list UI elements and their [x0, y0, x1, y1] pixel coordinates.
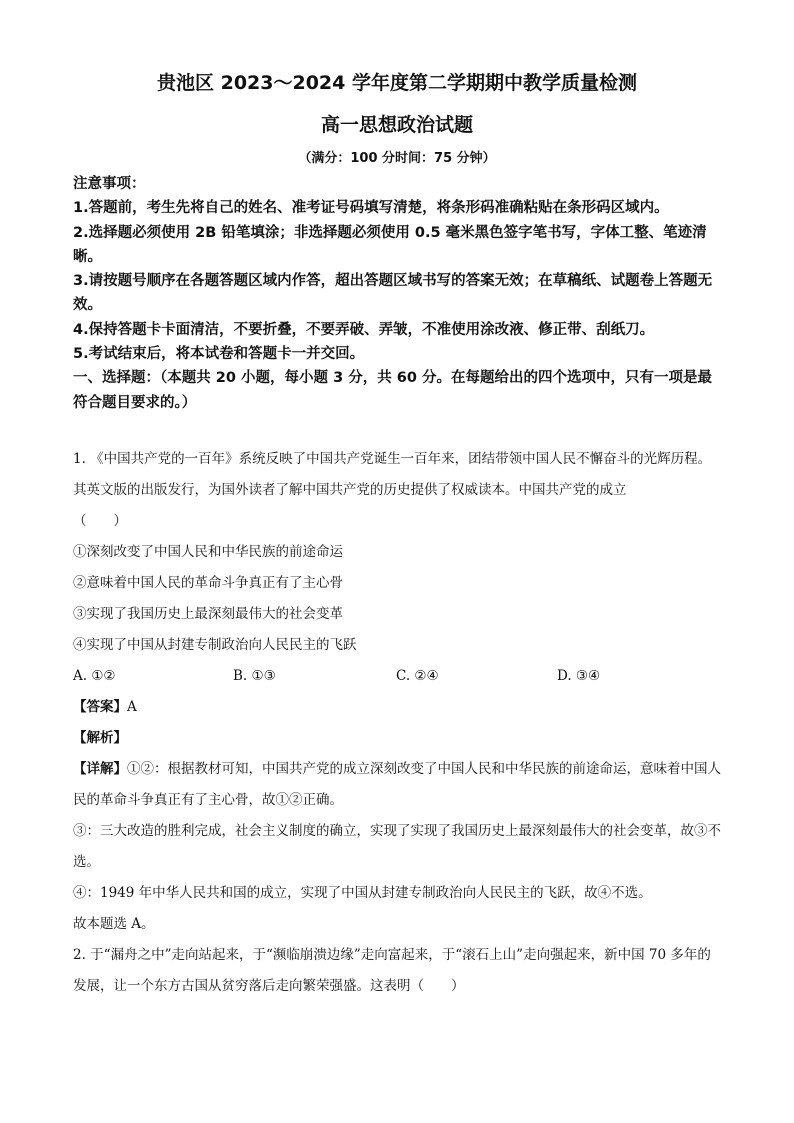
q1-statement-3: ③实现了我国历史上最深刻最伟大的社会变革 — [73, 606, 343, 622]
exam-title: 贵池区 2023～2024 学年度第二学期期中教学质量检测 — [157, 72, 637, 94]
detail-text-1: ①②：根据教材可知，中国共产党的成立深刻改变了中国人民和中华民族的前途命运，意味着中国人民的革命斗争真正有了主心骨，故①②正确。 — [73, 761, 721, 808]
section-heading: 一、选择题：（本题共 20 小题，每小题 3 分，共 60 分。在每题给出的四个选项中，只有一项是最符合题目要求的。） — [73, 370, 712, 411]
q1-statement-2: ②意味着中国人民的革命斗争真正有了主心骨 — [73, 575, 343, 591]
note-item-3: 3.请按题号顺序在各题答题区域内作答，超出答题区域书写的答案无效；在草稿纸、试题卷上答题无效。 — [73, 273, 713, 314]
q1-option-d: D. ③④ — [557, 668, 601, 684]
question-body — [73, 444, 723, 1002]
q1-statement-1: ①深刻改变了中国人民和中华民族的前途命运 — [73, 544, 343, 560]
note-item-1: 1.答题前，考生先将自己的姓名、准考证号码填写清楚，将条形码准确粘贴在条形码区域内。 — [73, 200, 669, 217]
notes-heading: 注意事项： — [73, 176, 146, 192]
notes-section — [73, 172, 721, 415]
q1-options — [73, 661, 723, 692]
q1-detail-3: ④：1949 年中华人民共和国的成立，实现了中国从封建专制政治向人民民主的飞跃，故④不选。 — [73, 885, 652, 901]
analysis-label: 【解析】 — [73, 730, 127, 746]
note-item-4: 4.保持答题卡卡面清洁，不要折叠，不要弄破、弄皱，不准使用涂改液、修正带、刮纸刀。 — [73, 321, 655, 338]
answer-value: A — [127, 699, 137, 715]
score-time-info: （满分：100 分时间：75 分钟） — [298, 151, 496, 166]
note-item-5: 5.考试结束后，将本试卷和答题卡一并交回。 — [73, 346, 365, 363]
detail-label: 【详解】 — [73, 761, 127, 777]
q1-option-a: A. ①② — [73, 668, 116, 684]
q1-detail-1 — [73, 754, 723, 816]
q1-detail-4: 故本题选 A。 — [73, 916, 155, 932]
q1-answer — [73, 692, 723, 723]
q1-stem: 1. 《中国共产党的一百年》系统反映了中国共产党诞生一百年来，团结带领中国人民不懈奋斗的光辉历程。其英文版的出版发行，为国外读者了解中国共产党的历史提供了权威读本。中国共产党的成立 — [73, 451, 712, 498]
q1-blank: （ ） — [73, 513, 127, 529]
note-item-2: 2.选择题必须使用 2B 铅笔填涂；非选择题必须使用 0.5 毫米黑色签字笔书写，字体工整、笔迹清晰。 — [73, 224, 707, 265]
q2-stem: 2. 于“漏舟之中”走向站起来，于“濒临崩溃边缘”走向富起来，于“滚石上山”走向强起来，新中国 70 多年的发展，让一个东方古国从贫穷落后走向繁荣强盛。这表明（ ） — [73, 947, 711, 994]
q1-detail-2: ③：三大改造的胜利完成，社会主义制度的确立，实现了实现了我国历史上最深刻最伟大的社会变革，故③不选。 — [73, 823, 721, 870]
q1-statement-4: ④实现了中国从封建专制政治向人民民主的飞跃 — [73, 637, 357, 653]
q1-option-c: C. ②④ — [396, 668, 439, 684]
answer-label: 【答案】 — [73, 699, 127, 715]
q1-option-b: B. ①③ — [233, 668, 276, 684]
exam-subject-title: 高一思想政治试题 — [320, 114, 473, 136]
